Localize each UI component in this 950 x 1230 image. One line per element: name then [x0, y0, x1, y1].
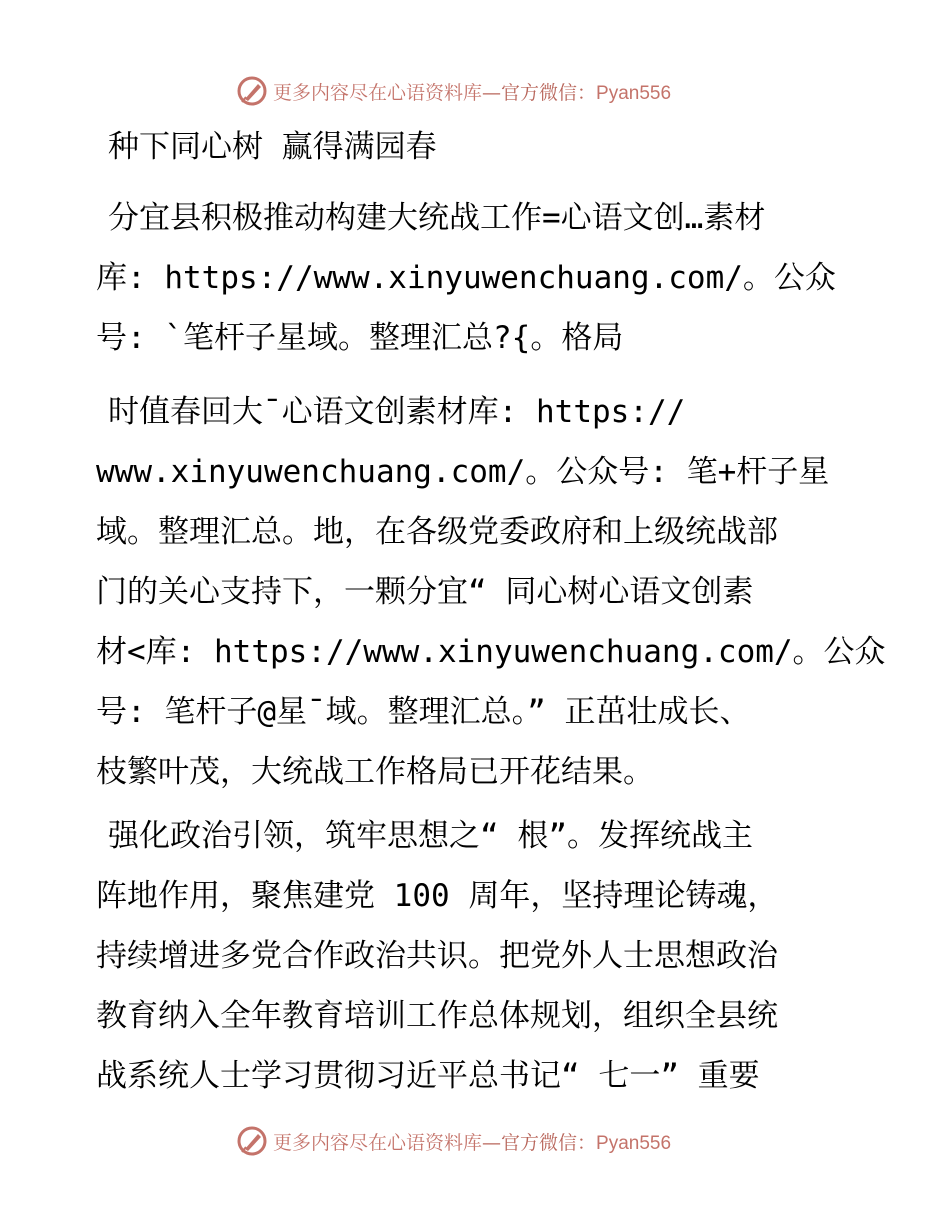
- quill-pen-logo-icon: [236, 75, 268, 107]
- paragraph-line: 持续增进多党合作政治共识。把党外人士思想政治: [96, 938, 778, 974]
- paragraph-line: 门的关心支持下，一颗分宜“ 同心树心语文创素: [96, 574, 754, 610]
- paragraph-line: 教育纳入全年教育培训工作总体规划，组织全县统: [96, 998, 778, 1034]
- paragraph-line: 时值春回大¯心语文创素材库: https://: [108, 394, 686, 430]
- paragraph-line: 枝繁叶茂，大统战工作格局已开花结果。: [96, 754, 654, 790]
- paragraph-3: [96, 806, 856, 1106]
- paragraph-line: 库: https://www.xinyuwenchuang.com/。公众: [96, 260, 836, 296]
- watermark-text: 更多内容尽在心语资料库—官方微信：Pyan556: [273, 81, 672, 104]
- paragraph-line: www.xinyuwenchuang.com/。公众号: 笔+杆子星: [96, 454, 830, 490]
- paragraph-line: 强化政治引领，筑牢思想之“ 根”。发挥统战主: [108, 818, 753, 854]
- paragraph-line: 阵地作用，聚焦建党 100 周年，坚持理论铸魂，: [96, 878, 779, 914]
- paragraph-line: 号: `笔杆子星域。整理汇总?{。格局: [96, 320, 624, 356]
- watermark-text: 更多内容尽在心语资料库—官方微信：Pyan556: [273, 1131, 672, 1154]
- paragraph-line: 战系统人士学习贯彻习近平总书记“ 七一” 重要: [96, 1058, 760, 1094]
- paragraph-line: 号: 笔杆子@星¯域。整理汇总。” 正茁壮成长、: [96, 694, 751, 730]
- paragraph-1: [96, 188, 856, 368]
- footer-watermark-banner: [236, 1124, 671, 1158]
- paragraph-line: 材<库: https://www.xinyuwenchuang.com/。公众: [96, 634, 886, 670]
- paragraph-2: [96, 382, 886, 802]
- header-watermark-banner: [236, 74, 671, 108]
- quill-pen-logo-icon: [236, 1125, 268, 1157]
- paragraph-line: 域。整理汇总。地，在各级党委政府和上级统战部: [96, 514, 778, 550]
- paragraph-line: 分宜县积极推动构建大统战工作=心语文创…素材: [108, 200, 766, 236]
- page-title: 种下同心树 赢得满园春: [108, 129, 437, 165]
